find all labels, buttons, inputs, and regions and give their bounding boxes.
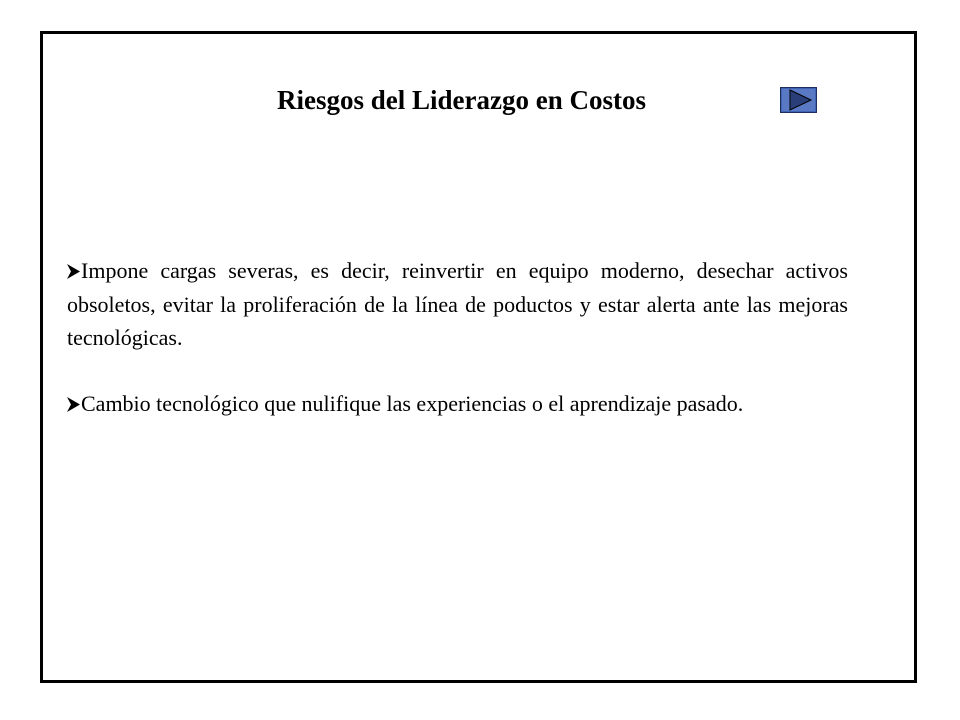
next-slide-button[interactable] [780,87,817,113]
play-triangle-icon [780,87,817,113]
list-item [67,387,848,421]
arrowhead-bullet-icon [67,397,80,412]
list-item [67,254,848,355]
arrowhead-bullet-icon [67,264,80,279]
slide-title: Riesgos del Liderazgo en Costos [277,85,646,115]
bullet-list [67,254,848,420]
bullet-text: Cambio tecnológico que nulifique las experiencias o el aprendizaje pasado. [81,390,744,416]
bullet-text: Impone cargas severas, es decir, reinvertir en equipo moderno, desechar activos obsoletos, evitar la proliferación de la línea de poductos y estar alerta ante las mejoras tecnológicas. [67,258,848,350]
